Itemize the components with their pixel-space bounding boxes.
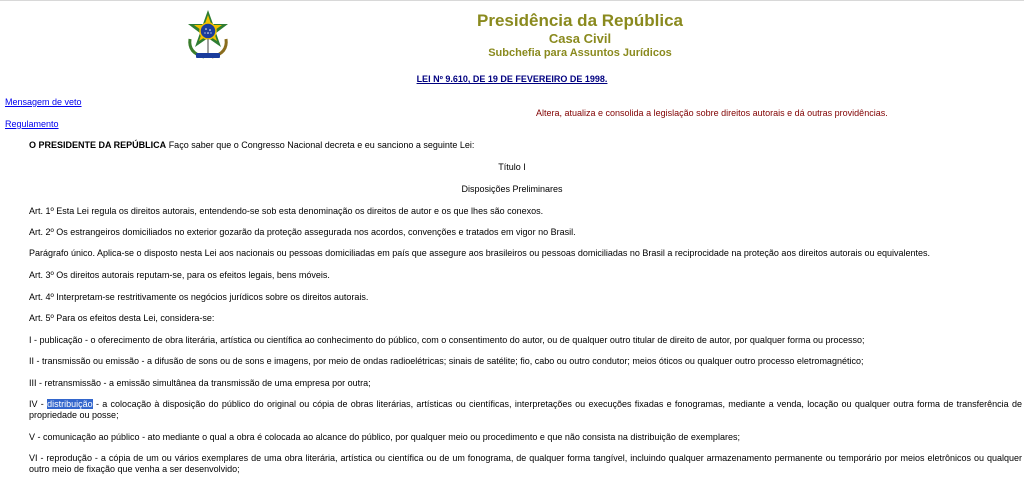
preamble [29,140,1022,151]
law-title-link[interactable]: LEI Nº 9.610, DE 19 DE FEVEREIRO DE 1998. [416,74,608,84]
paragraph-unique: Parágrafo único. Aplica-se o disposto nesta Lei aos nacionais ou pessoas domiciliadas em país que assegure aos brasileiros ou pessoas domiciliadas no Brasil a reciprocidade na proteção aos direitos autorais ou equivalentes. [29,248,931,258]
header-titles [420,10,740,60]
law-title-row [0,74,1024,84]
department-name: Subchefia para Assuntos Jurídicos [488,47,672,59]
article-4: Art. 4º Interpretam-se restritivamente os negócios jurídicos sobre os direitos autorais. [29,292,369,302]
veto-message-link[interactable]: Mensagem de veto [5,97,82,107]
article-5: Art. 5º Para os efeitos desta Lei, considera-se: [29,313,215,323]
page-subtitle: Casa Civil [548,31,612,46]
item-6: VI - reprodução - a cópia de um ou vários exemplares de uma obra literária, artística ou científica ou de um fonograma, de qualquer forma tangível, incluindo qualquer armazenamento permanente ou temporário por meios eletrônicos ou qualquer outro meio de fixação que venha a ser desenvolvido; [29,453,1022,474]
item-3: III - retransmissão - a emissão simultânea da transmissão de uma empresa por outra; [29,378,371,388]
preamble-bold: O PRESIDENTE DA REPÚBLICA [29,140,167,150]
selected-text[interactable]: distribuição [47,399,93,409]
section-subtitle: Disposições Preliminares [461,184,563,194]
page-title: Presidência da República [477,11,683,30]
article-1: Art. 1º Esta Lei regula os direitos autorais, entendendo-se sob esta denominação os direitos de autor e os que lhes são conexos. [29,206,544,216]
brazil-coat-of-arms-icon [184,9,232,61]
article-3: Art. 3º Os direitos autorais reputam-se, para os efeitos legais, bens móveis. [29,270,330,280]
article-2: Art. 2º Os estrangeiros domiciliados no exterior gozarão da proteção assegurada nos acordos, convenções e tratados em vigor no Brasil. [29,227,576,237]
page-header [0,0,1024,70]
item-5: V - comunicação ao público - ato mediante o qual a obra é colocada ao alcance do público, por qualquer meio ou procedimento e que não consista na distribuição de exemplares; [29,432,740,442]
item-4-text: - a colocação à disposição do público do original ou cópia de obras literárias, artísticas ou científicas, interpretações ou execuções fixadas e fonogramas, mediante a venda, locação ou qualquer outra forma de transferência de propriedade ou posse; [29,399,1022,420]
regulation-link[interactable]: Regulamento [5,119,59,129]
item-4-prefix: IV - [29,399,48,409]
law-summary: Altera, atualiza e consolida a legislação sobre direitos autorais e dá outras providências. [536,108,888,118]
section-title: Título I [498,162,526,172]
item-4 [29,399,1022,421]
preamble-text: Faço saber que o Congresso Nacional decreta e eu sanciono a seguinte Lei: [166,140,475,150]
item-1: I - publicação - o oferecimento de obra literária, artística ou científica ao conhecimento do público, com o consentimento do autor, ou de qualquer outro titular de direito de autor, por qualquer forma ou processo; [29,335,865,345]
item-2: II - transmissão ou emissão - a difusão de sons ou de sons e imagens, por meio de ondas radioelétricas; sinais de satélite; fio, cabo ou outro condutor; meios óticos ou qualquer outro processo eletromagnético; [29,356,864,366]
